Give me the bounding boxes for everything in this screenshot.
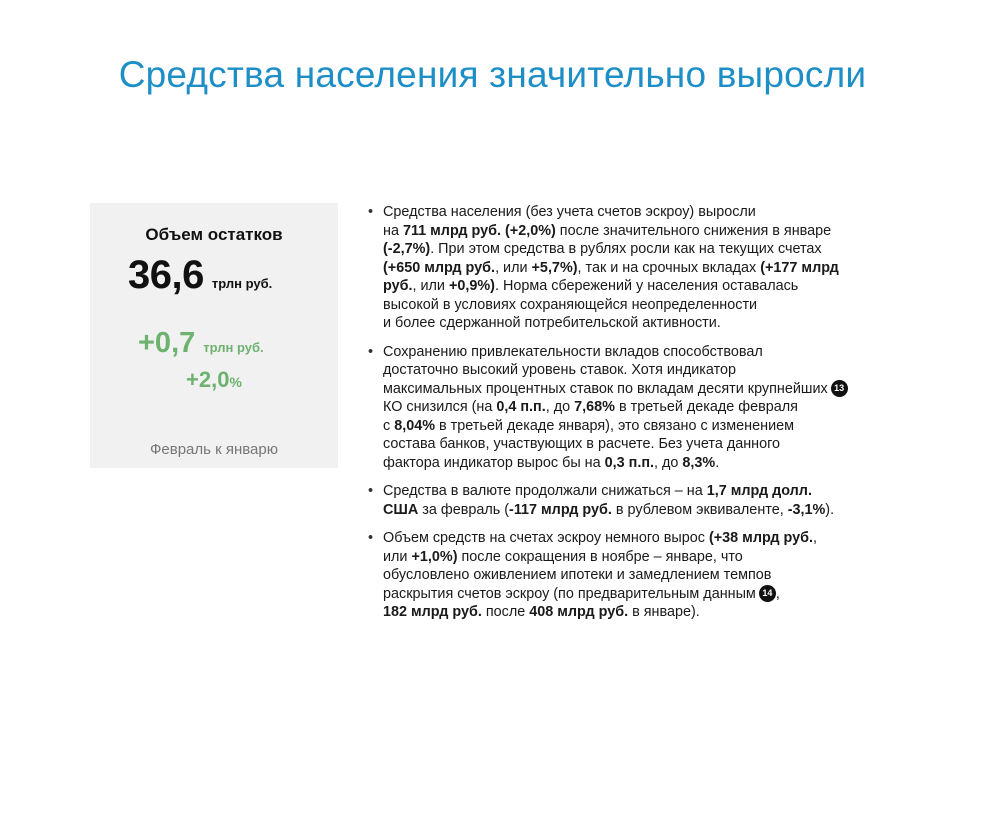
bold-text: 0,4 п.п.	[496, 399, 546, 415]
text-run: Сохранению привлекательности вкладов способствовал	[383, 343, 763, 360]
bold-text: 8,04%	[394, 417, 436, 434]
bullet-item	[368, 343, 928, 473]
text-line	[383, 501, 928, 520]
page-title: Средства населения значительно выросли	[118, 54, 867, 95]
text-run: .	[715, 454, 720, 471]
text-line	[383, 482, 928, 501]
text-run: Объем средств на счетах эскроу немного вырос	[383, 530, 709, 546]
bold-text: США	[383, 501, 419, 518]
text-run: достаточно высокий уровень ставок. Хотя индикатор	[383, 362, 737, 378]
bold-text: руб.	[383, 278, 413, 294]
footnote-badge: 13	[831, 380, 848, 397]
text-run: обусловлено оживлением ипотеки и замедлением темпов	[383, 567, 772, 583]
text-line	[383, 240, 928, 259]
bullet-item	[368, 203, 928, 333]
text-run: и более сдержанной потребительской активности.	[383, 315, 721, 331]
text-line	[383, 380, 928, 399]
text-line	[383, 343, 928, 362]
bold-text: 8,3%	[682, 454, 716, 471]
text-run: , до	[545, 399, 575, 415]
text-run: или	[383, 548, 412, 565]
text-run: Средства населения (без учета счетов эскроу) выросли	[383, 204, 756, 220]
text-line	[383, 435, 928, 454]
text-run: состава банков, участвующих в расчете. Без учета данного	[383, 436, 781, 452]
bold-text: 1,7 млрд долл.	[706, 483, 812, 499]
text-run: , или	[495, 259, 532, 276]
text-run: , так и на срочных вкладах	[577, 259, 761, 276]
bullet-list	[368, 203, 928, 622]
pct-sign: %	[229, 374, 242, 390]
text-run: ,	[813, 530, 818, 546]
text-run: в третьей декаде января), это связано с изменением	[435, 417, 795, 434]
balance-unit: трлн руб.	[211, 276, 273, 291]
text-line	[383, 566, 928, 585]
text-run: за февраль (	[418, 501, 510, 518]
change-value: +0,7	[138, 327, 196, 359]
bullet-item	[368, 529, 928, 622]
footnote-badge: 14	[759, 585, 776, 602]
text-run: в январе).	[628, 604, 700, 620]
text-run: высокой в условиях сохраняющейся неопределенности	[383, 296, 758, 313]
bold-text: (+177 млрд	[760, 259, 839, 276]
text-line	[383, 361, 928, 380]
text-line	[383, 398, 928, 417]
pct-value: +2,0	[186, 367, 230, 392]
bold-text: 711 млрд руб. (+2,0%)	[402, 222, 556, 239]
text-run: максимальных процентных ставок по вкладам десяти крупнейших	[383, 380, 828, 397]
card-heading: Объем остатков	[145, 225, 283, 244]
text-line	[383, 603, 928, 622]
balance-value: 36,6	[128, 253, 204, 297]
bold-text: 7,68%	[574, 399, 615, 415]
bold-text: (+650 млрд руб.	[383, 259, 496, 276]
text-line	[383, 203, 928, 222]
bold-text: -117 млрд руб.	[509, 501, 612, 518]
text-run: , до	[654, 454, 683, 471]
change-row	[138, 327, 264, 360]
bold-text: +5,7%)	[531, 259, 578, 276]
text-run: . При этом средства в рублях росли как на текущих счетах	[430, 241, 822, 257]
card-caption: Февраль к январю	[149, 441, 278, 458]
text-run: ,	[775, 585, 780, 602]
bullet-item	[368, 482, 928, 519]
stats-card	[90, 203, 338, 468]
bold-text: 182 млрд руб.	[383, 604, 482, 620]
text-line	[383, 529, 928, 548]
text-run: после	[481, 604, 530, 620]
bold-text: -3,1%	[787, 501, 826, 518]
bold-text: +1,0%)	[411, 548, 458, 565]
bold-text: +0,9%)	[448, 278, 495, 294]
text-run: Средства в валюте продолжали снижаться – на	[383, 483, 707, 499]
text-line	[383, 585, 928, 604]
bold-text: 0,3 п.п.	[604, 454, 655, 471]
text-run: раскрытия счетов эскроу (по предварительным данным	[383, 585, 756, 602]
bold-text: (-2,7%)	[383, 241, 431, 257]
bold-text: (+38 млрд руб.	[708, 530, 814, 546]
text-run: на	[383, 222, 403, 239]
text-run: после сокращения в ноябре – январе, что	[457, 548, 743, 565]
change-unit: трлн руб.	[203, 340, 264, 355]
bold-text: 408 млрд руб.	[529, 604, 629, 620]
text-run: . Норма сбережений у населения оставалась	[494, 278, 799, 294]
pct-row	[90, 367, 338, 393]
text-run: КО снизился (на	[383, 399, 497, 415]
text-line	[383, 314, 928, 333]
text-line	[383, 548, 928, 567]
text-run: в третьей декаде февраля	[614, 399, 798, 415]
text-line	[383, 259, 928, 278]
text-line	[383, 296, 928, 315]
text-run: после значительного снижения в январе	[555, 222, 832, 239]
text-run: ).	[825, 501, 835, 518]
text-line	[383, 454, 928, 473]
balance-row	[128, 253, 272, 298]
text-run: фактора индикатор вырос бы на	[383, 454, 605, 471]
text-line	[383, 417, 928, 436]
text-run: в рублевом эквиваленте,	[611, 501, 788, 518]
text-run: , или	[412, 278, 449, 294]
text-line	[383, 222, 928, 241]
text-line	[383, 277, 928, 296]
text-run: с	[383, 417, 395, 434]
